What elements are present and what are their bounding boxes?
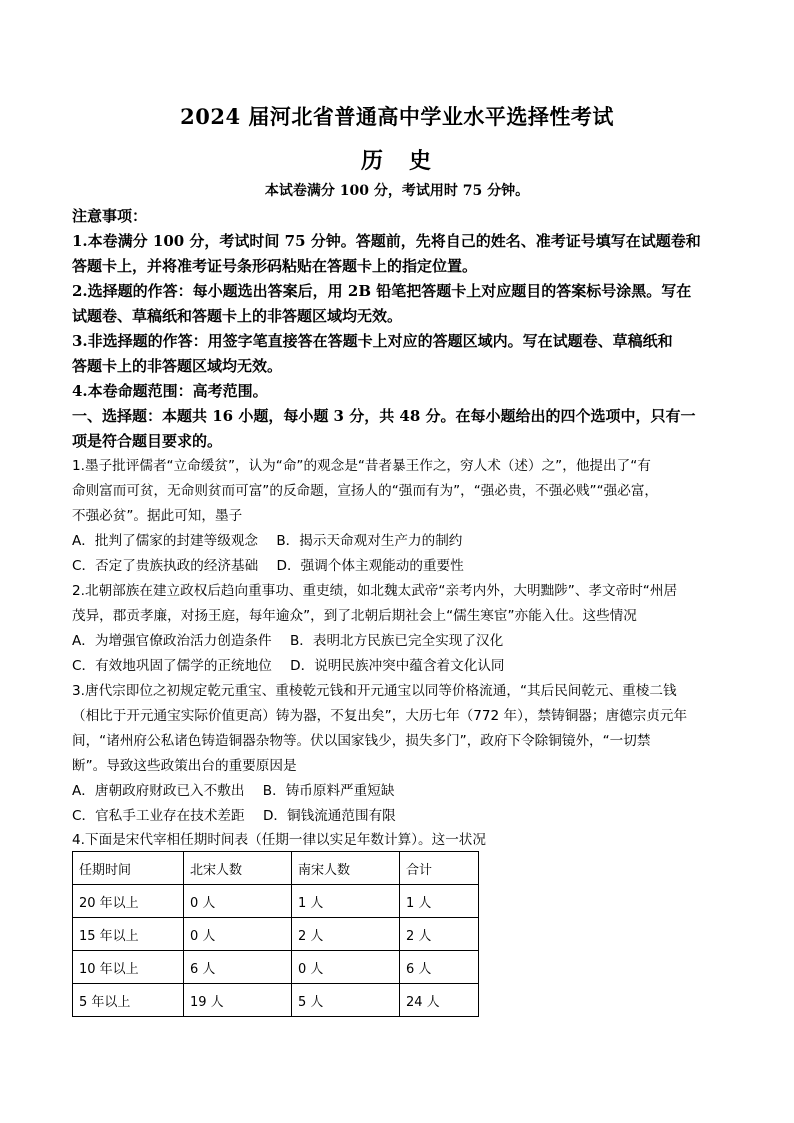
option-c: C．有效地巩固了儒学的正统地位 — [72, 658, 272, 674]
option-b: B．铸币原料严重短缺 — [262, 783, 395, 799]
question-text: 不强必贫”。据此可知，墨子 — [72, 508, 243, 524]
options-row — [72, 554, 722, 579]
option-c: C．否定了贵族执政的经济基础 — [72, 558, 259, 574]
notes-line: 2.选择题的作答：每小题选出答案后，用 2B 铅笔把答题卡上对应题目的答案标号涂黑。写在 — [72, 282, 692, 300]
table-row — [73, 951, 479, 984]
table-header: 南宋人数 — [292, 852, 400, 885]
table-cell: 20 年以上 — [73, 885, 184, 918]
option-a: A．批判了儒家的封建等级观念 — [72, 533, 259, 549]
option-b: B．表明北方民族已完全实现了汉化 — [289, 633, 504, 649]
table-cell: 0 人 — [292, 951, 400, 984]
table-row — [73, 984, 479, 1017]
question-2 — [72, 579, 722, 679]
table-cell: 10 年以上 — [73, 951, 184, 984]
option-c: C．官私手工业存在技术差距 — [72, 808, 245, 824]
section-line: 项是符合题目要求的。 — [72, 432, 223, 450]
option-d: D．铜钱流通范围有限 — [262, 808, 396, 824]
notes-heading: 注意事项： — [72, 207, 148, 225]
subject-title: 历 史 — [360, 148, 433, 174]
table-cell: 1 人 — [400, 885, 479, 918]
notes-section — [72, 204, 722, 404]
option-d: D．强调个体主观能动的重要性 — [276, 558, 464, 574]
option-b: B．揭示天命观对生产力的制约 — [276, 533, 463, 549]
options-row — [72, 804, 722, 829]
options-row — [72, 529, 722, 554]
question-3 — [72, 679, 722, 829]
table-cell: 5 年以上 — [73, 984, 184, 1017]
question-text: 命则富而可贫，无命则贫而可富”的反命题，宣扬人的“强而有为”，“强必贵，不强必贱”“强必富， — [72, 483, 659, 499]
question-text: 断”。导致这些政策出台的重要原因是 — [72, 758, 297, 774]
table-cell: 5 人 — [292, 984, 400, 1017]
question-text: 间，“诸州府公私诸色铸造铜器杂物等。伏以国家钱少，损失多门”，政府下令除铜镜外，“一切禁 — [72, 733, 651, 749]
exam-title: 2024 届河北省普通高中学业水平选择性考试 — [180, 104, 614, 129]
question-1 — [72, 454, 722, 579]
section-line: 一、选择题：本题共 16 小题，每小题 3 分，共 48 分。在每小题给出的四个选项中，只有一 — [72, 407, 696, 425]
table-cell: 19 人 — [184, 984, 292, 1017]
notes-line: 4.本卷命题范围：高考范围。 — [72, 382, 268, 400]
table-header: 北宋人数 — [184, 852, 292, 885]
section-heading — [72, 404, 722, 454]
table-cell: 6 人 — [184, 951, 292, 984]
table-cell: 6 人 — [400, 951, 479, 984]
table-cell: 1 人 — [292, 885, 400, 918]
question-text: 茂异，郡贡孝廉，对扬王庭，每年逾众”，到了北朝后期社会上“儒生寒宦”亦能入仕。这些情况 — [72, 608, 637, 624]
notes-line: 试题卷、草稿纸和答题卡上的非答题区域均无效。 — [72, 307, 403, 325]
table-cell: 0 人 — [184, 885, 292, 918]
table-row — [73, 885, 479, 918]
options-row — [72, 779, 722, 804]
notes-line: 1.本卷满分 100 分，考试时间 75 分钟。答题前，先将自己的姓名、准考证号填写在试题卷和 — [72, 232, 701, 250]
notes-line: 答题卡上，并将准考证号条形码粘贴在答题卡上的指定位置。 — [72, 257, 478, 275]
table-cell: 0 人 — [184, 918, 292, 951]
table-cell: 15 年以上 — [73, 918, 184, 951]
question-text: （相比于开元通宝实际价值更高）铸为器，不复出矣”，大历七年（772 年），禁铸铜器；唐德宗贞元年 — [72, 708, 688, 724]
question-text: 1.墨子批评儒者“立命缓贫”，认为“命”的观念是“昔者暴王作之，穷人术（述）之”，他提出了“有 — [72, 458, 651, 474]
question-text: 2.北朝部族在建立政权后趋向重事功、重吏绩，如北魏太武帝“亲考内外，大明黜陟”、孝文帝时“州居 — [72, 583, 678, 599]
option-a: A．唐朝政府财政已入不敷出 — [72, 783, 245, 799]
table-cell: 2 人 — [400, 918, 479, 951]
option-d: D．说明民族冲突中蕴含着文化认同 — [290, 658, 505, 674]
options-row — [72, 654, 722, 679]
table-cell: 24 人 — [400, 984, 479, 1017]
question-4 — [72, 828, 722, 853]
notes-line: 3.非选择题的作答：用签字笔直接答在答题卡上对应的答题区域内。写在试题卷、草稿纸和 — [72, 332, 673, 350]
question-text: 3.唐代宗即位之初规定乾元重宝、重棱乾元钱和开元通宝以同等价格流通，“其后民间乾元、重棱二钱 — [72, 683, 677, 699]
table-row — [73, 918, 479, 951]
table-header: 合计 — [400, 852, 479, 885]
notes-line: 答题卡上的非答题区域均无效。 — [72, 357, 283, 375]
premier-tenure-table — [72, 851, 479, 1017]
table-header-row — [73, 852, 479, 885]
table-cell: 2 人 — [292, 918, 400, 951]
options-row — [72, 629, 722, 654]
option-a: A．为增强官僚政治活力创造条件 — [72, 633, 272, 649]
exam-info: 本试卷满分 100 分，考试用时 75 分钟。 — [264, 183, 530, 199]
table-header: 任期时间 — [73, 852, 184, 885]
question-text: 4.下面是宋代宰相任期时间表（任期一律以实足年数计算）。这一状况 — [72, 832, 486, 848]
